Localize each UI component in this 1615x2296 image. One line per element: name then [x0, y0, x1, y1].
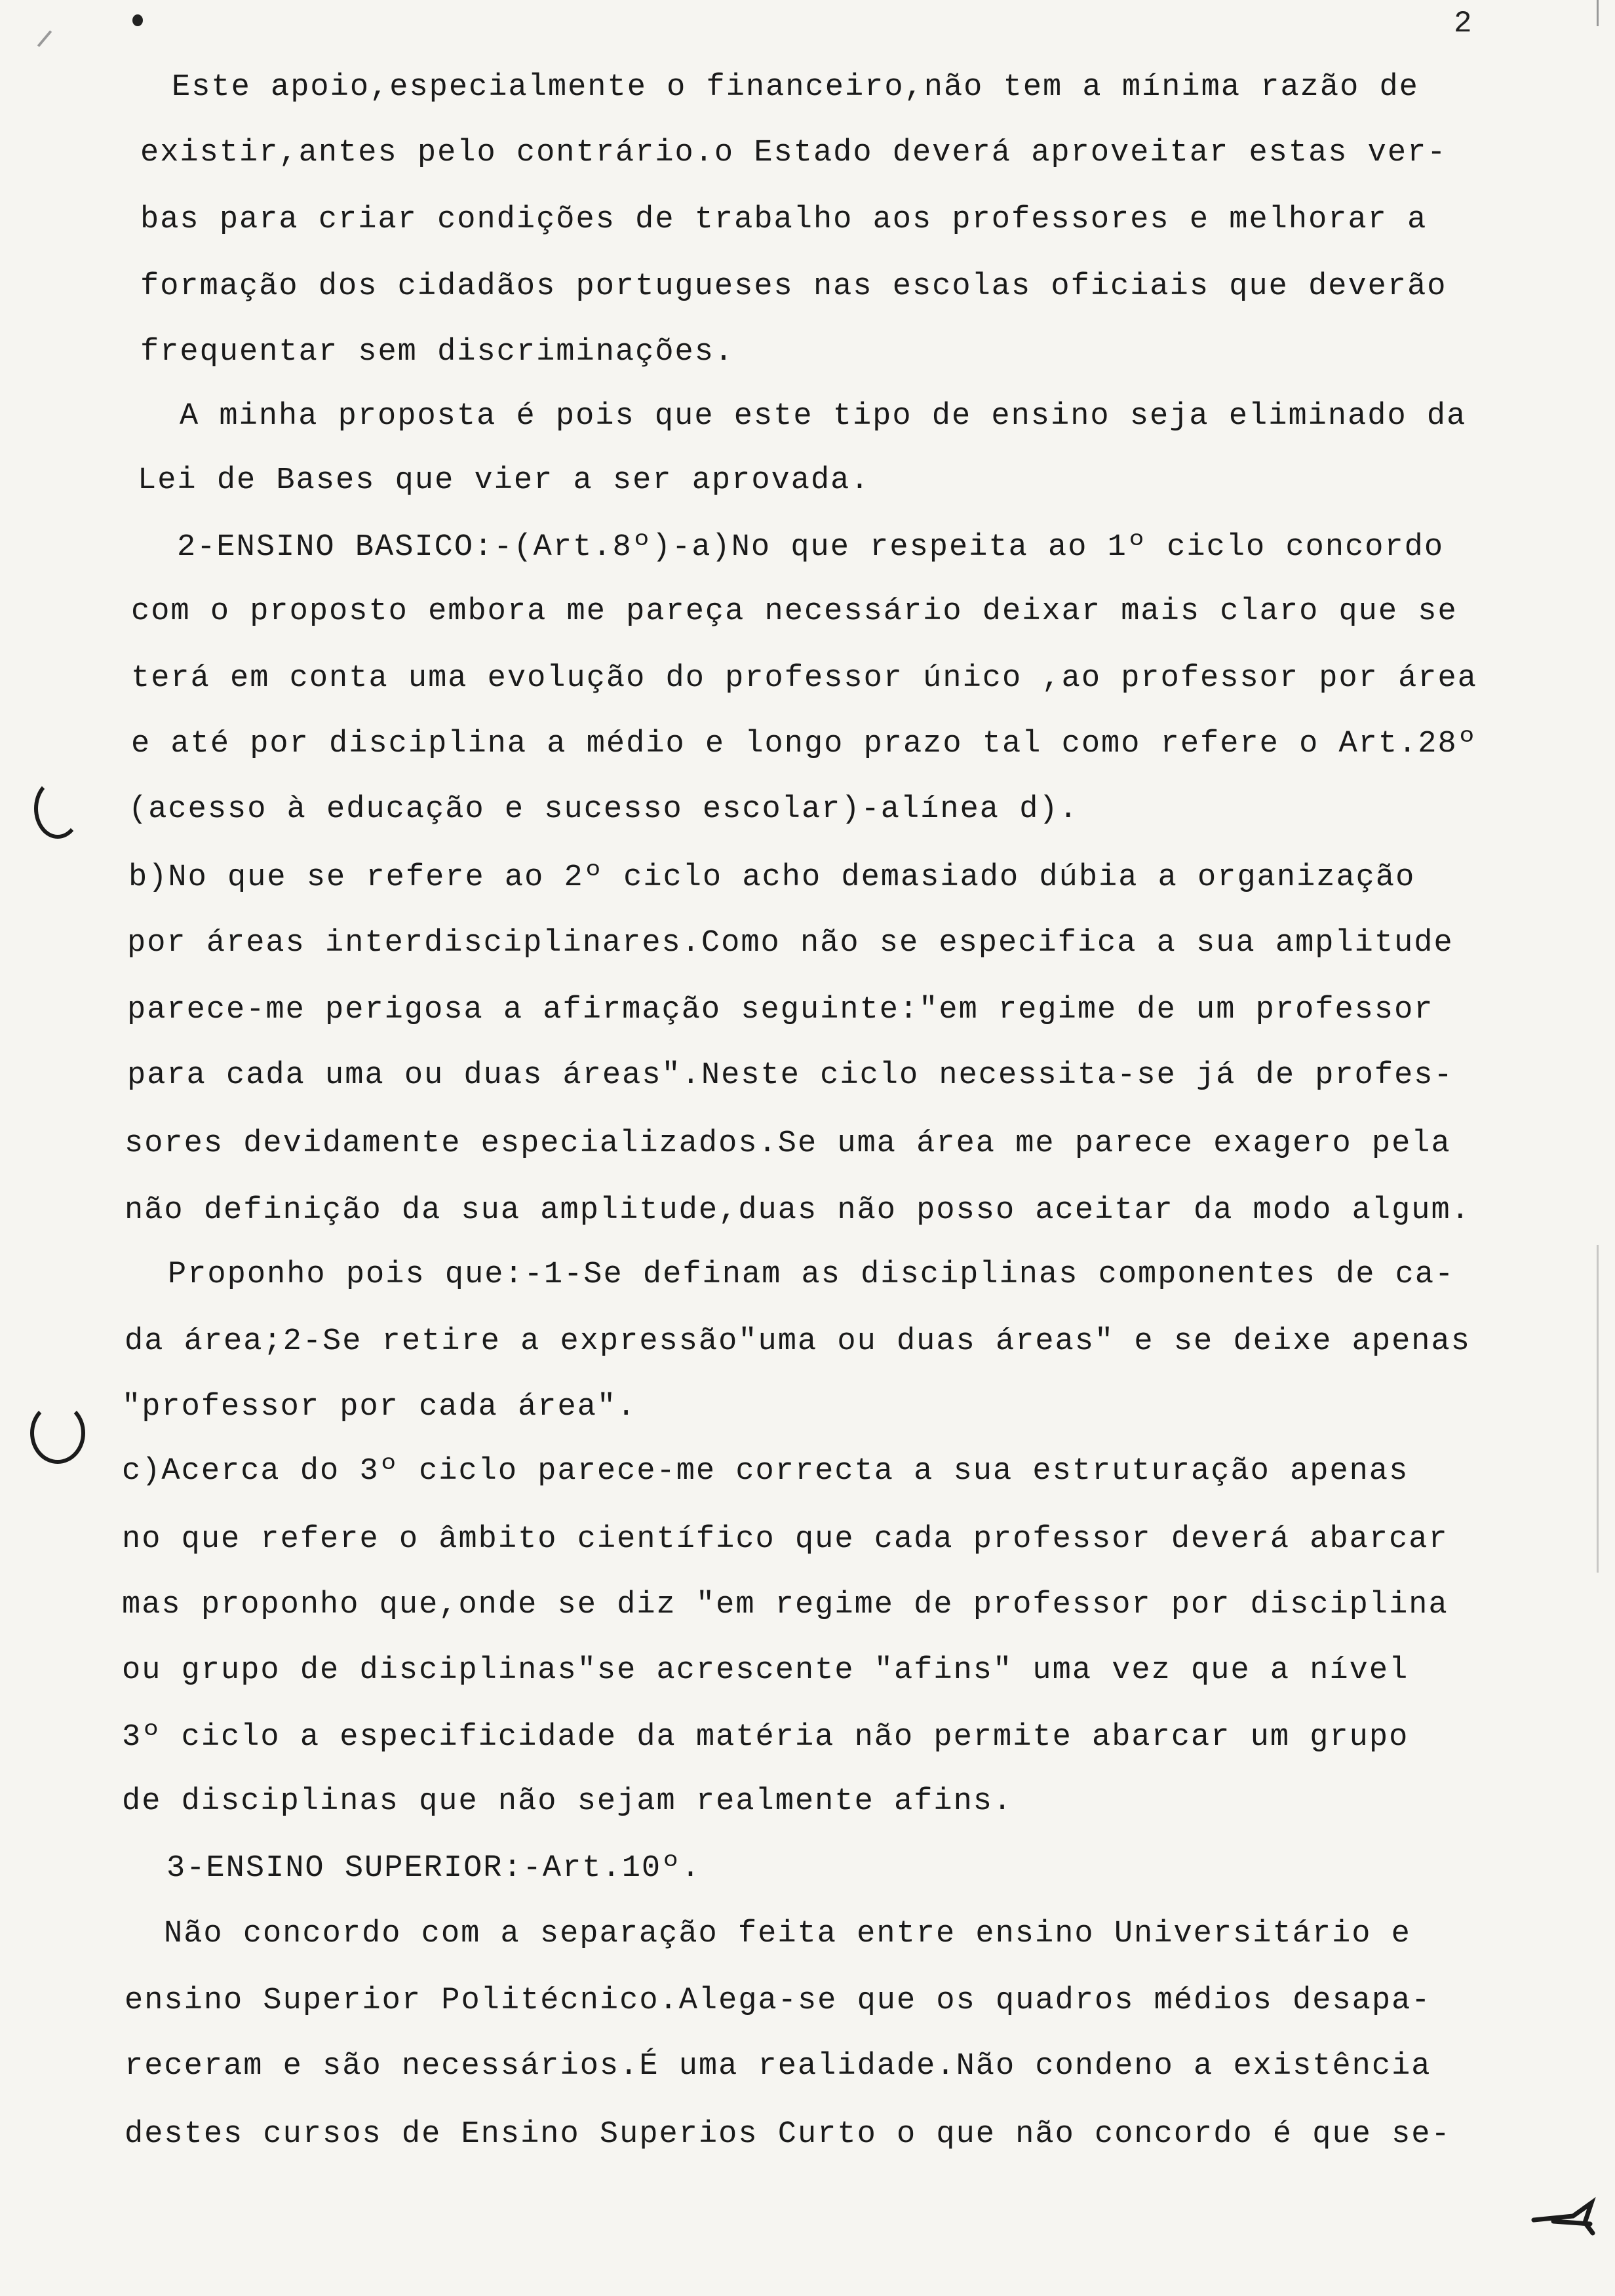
text-line: "professor por cada área".	[122, 1390, 637, 1425]
text-line: frequentar sem discriminações.	[140, 335, 735, 370]
text-line: ensino Superior Politécnico.Alega-se que os quadros médios desapa-	[125, 1983, 1431, 2018]
text-line: parece-me perigosa a afirmação seguinte:"em regime de um professor	[127, 993, 1434, 1027]
text-line: não definição da sua amplitude,duas não posso aceitar da modo algum.	[125, 1193, 1471, 1228]
text-line: com o proposto embora me pareça necessário deixar mais claro que se	[131, 594, 1458, 629]
scan-edge-left-mark	[37, 30, 52, 47]
text-line: 2-ENSINO BASICO:-(Art.8º)-a)No que respeita ao 1º ciclo concordo	[177, 530, 1445, 565]
text-line: por áreas interdisciplinares.Como não se especifica a sua amplitude	[127, 926, 1454, 961]
text-line: mas proponho que,onde se diz "em regime de professor por disciplina	[122, 1588, 1449, 1622]
text-line: terá em conta uma evolução do professor único ,ao professor por área	[131, 661, 1477, 696]
text-line: destes cursos de Ensino Superios Curto o que não concordo é que se-	[125, 2117, 1451, 2152]
text-line: Proponho pois que:-1-Se definam as disciplinas componentes de ca-	[168, 1257, 1455, 1292]
text-line: 3º ciclo a especificidade da matéria não permite abarcar um grupo	[122, 1720, 1409, 1755]
text-line: Este apoio,especialmente o financeiro,não tem a mínima razão de	[172, 70, 1419, 105]
text-line: bas para criar condições de trabalho aos professores e melhorar a	[140, 202, 1428, 237]
text-line: c)Acerca do 3º ciclo parece-me correcta a sua estruturação apenas	[122, 1454, 1409, 1489]
corner-ink-dot	[132, 14, 143, 26]
text-line: existir,antes pelo contrário.o Estado deverá aproveitar estas ver-	[140, 136, 1447, 170]
binder-hole-mark	[30, 1402, 85, 1464]
text-line: para cada uma ou duas áreas".Neste ciclo necessita-se já de profes-	[127, 1058, 1454, 1093]
text-line: e até por disciplina a médio e longo prazo tal como refere o Art.28º	[131, 727, 1477, 761]
text-line: b)No que se refere ao 2º ciclo acho demasiado dúbia a organização	[128, 860, 1416, 895]
text-line: da área;2-Se retire a expressão"uma ou duas áreas" e se deixe apenas	[125, 1324, 1471, 1359]
text-line: receram e são necessários.É uma realidade.Não condeno a existência	[125, 2049, 1431, 2084]
text-line: Não concordo com a separação feita entre ensino Universitário e	[164, 1917, 1411, 1951]
binder-hole-mark	[34, 778, 81, 839]
text-line: A minha proposta é pois que este tipo de ensino seja eliminado da	[180, 399, 1467, 434]
corner-scribble-mark	[1527, 2194, 1599, 2240]
text-line: no que refere o âmbito científico que cada professor deverá abarcar	[122, 1522, 1449, 1557]
text-line: sores devidamente especializados.Se uma área me parece exagero pela	[125, 1126, 1451, 1161]
scan-edge-right	[1597, 0, 1599, 26]
text-line: (acesso à educação e sucesso escolar)-alínea d).	[128, 792, 1079, 827]
scan-edge-right-lower	[1597, 1245, 1599, 1573]
text-line: Lei de Bases que vier a ser aprovada.	[138, 463, 870, 498]
text-line: formação dos cidadãos portugueses nas escolas oficiais que deverão	[140, 269, 1447, 304]
text-line: ou grupo de disciplinas"se acrescente "afins" uma vez que a nível	[122, 1653, 1409, 1688]
text-line: de disciplinas que não sejam realmente afins.	[122, 1784, 1013, 1819]
page-number: 2	[1454, 7, 1472, 41]
text-line: 3-ENSINO SUPERIOR:-Art.10º.	[166, 1851, 701, 1886]
